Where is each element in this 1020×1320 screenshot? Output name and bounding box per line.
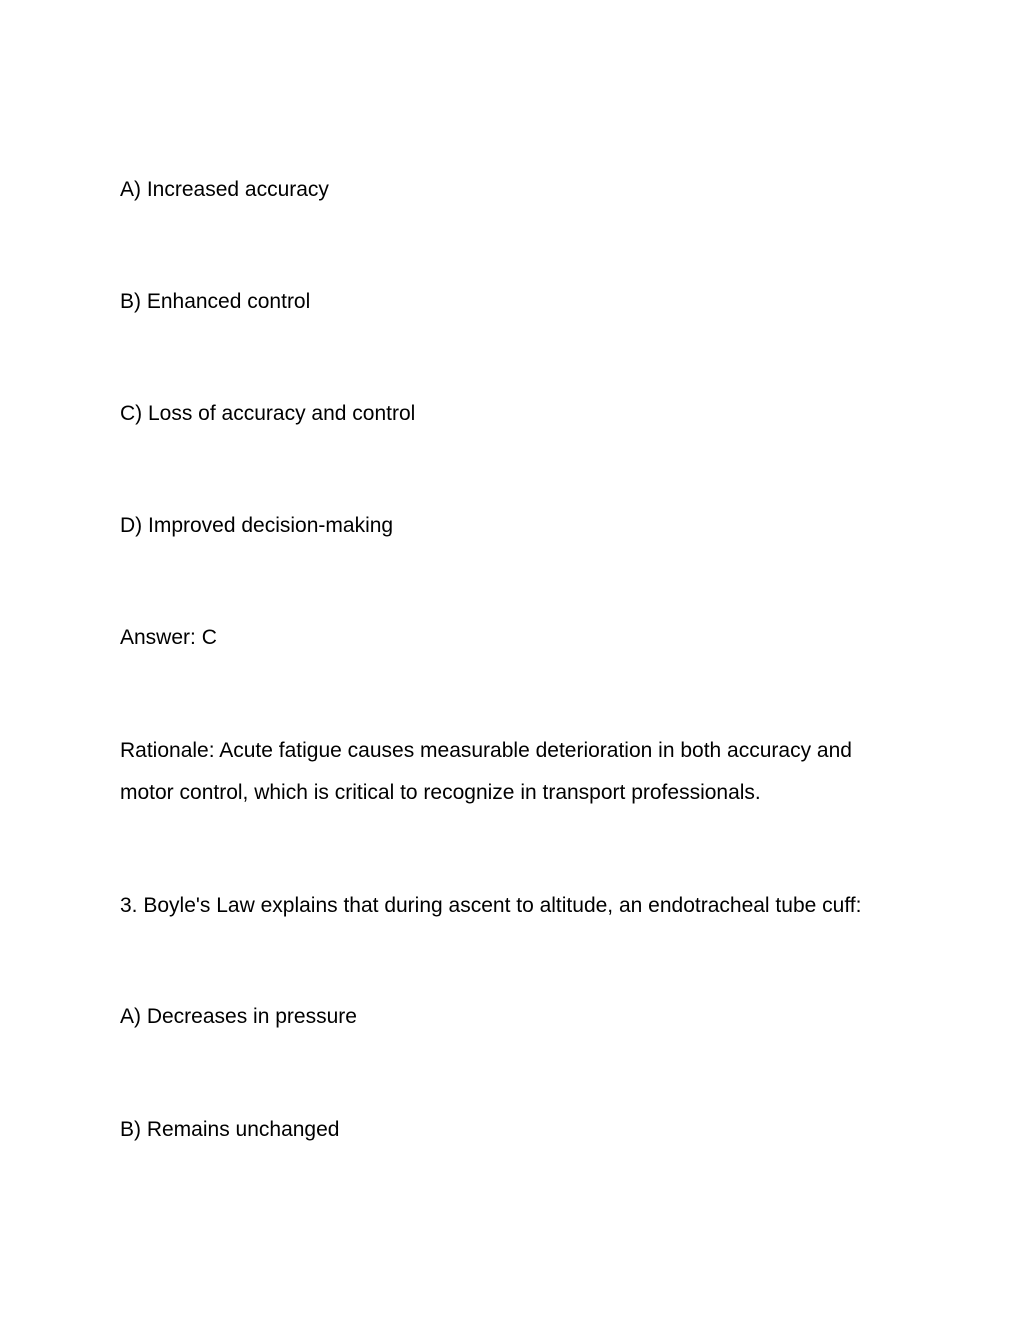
question-3-option-b: B) Remains unchanged (120, 1118, 340, 1141)
answer-text: Answer: C (120, 626, 217, 649)
option-a-text: A) Increased accuracy (120, 178, 329, 201)
question-3-prompt: 3. Boyle's Law explains that during ascent to altitude, an endotracheal tube cuff: (120, 894, 862, 917)
option-b-text: B) Enhanced control (120, 290, 311, 313)
rationale-paragraph: Rationale: Acute fatigue causes measurable deterioration in both accuracy and motor control, which is critical to recognize in transport professionals. (120, 739, 852, 804)
option-d-text: D) Improved decision-making (120, 514, 394, 537)
question-3-option-a: A) Decreases in pressure (120, 1005, 357, 1028)
option-c-text: C) Loss of accuracy and control (120, 402, 416, 425)
